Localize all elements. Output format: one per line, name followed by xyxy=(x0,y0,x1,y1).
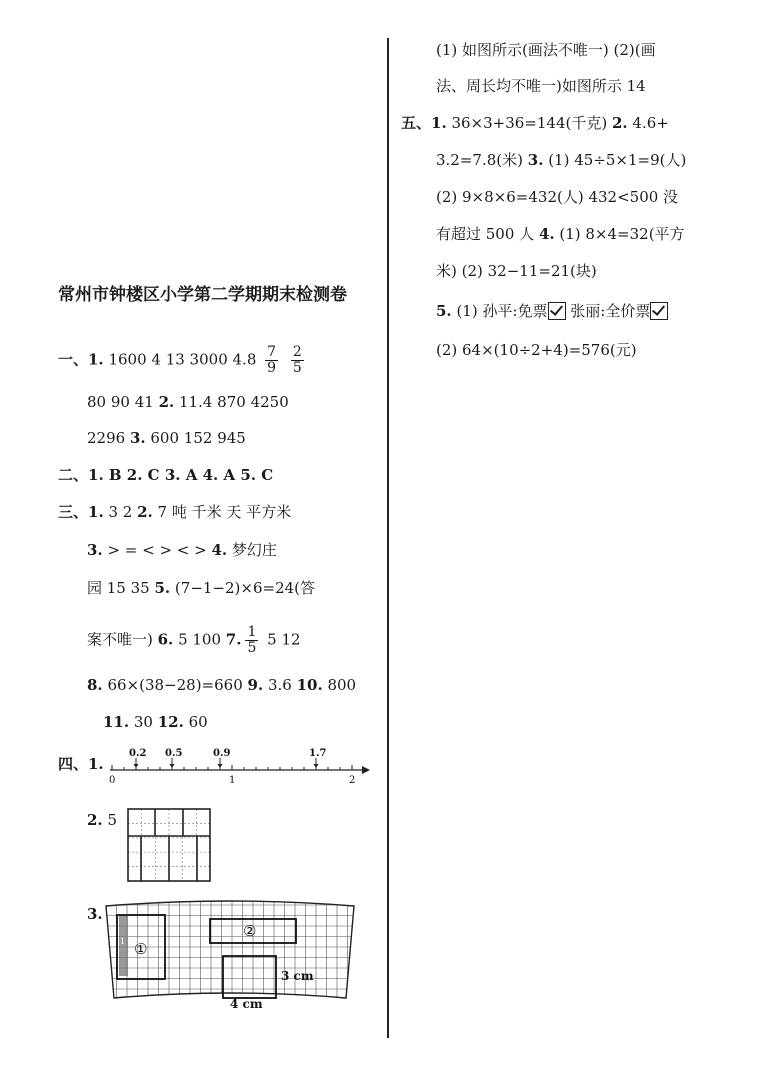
s3-answer: 3.6 xyxy=(263,676,297,694)
question-number: 1. xyxy=(88,503,104,521)
s1-row1 xyxy=(58,345,308,376)
mark-label: 1.7 xyxy=(309,748,327,759)
s1-row1-values: 1600 4 13 3000 4.8 xyxy=(108,350,257,369)
s3-expression: (7−1−2)×6=24(答 xyxy=(170,579,316,597)
grid-figure-q2 xyxy=(127,808,211,882)
s5-row1 xyxy=(401,113,669,133)
number-line-labels xyxy=(109,775,355,786)
exam-title: 常州市钟楼区小学第二学期期末检测卷 xyxy=(58,285,347,305)
cut-lines xyxy=(128,809,210,881)
s3-answer: 园 15 35 xyxy=(87,579,155,597)
numerator: 2 xyxy=(292,344,302,360)
s5-label: 五、 xyxy=(401,114,432,132)
denominator: 5 xyxy=(247,640,257,656)
q2-answer: 5 xyxy=(102,811,117,829)
s5-expression: 4.6+ xyxy=(627,114,669,132)
s3-row6 xyxy=(103,712,208,732)
shaded-strip xyxy=(119,916,128,976)
question-number: 3. xyxy=(129,429,146,447)
question-number: 6. xyxy=(157,630,174,649)
denominator: 5 xyxy=(292,360,302,376)
question-number: 4. xyxy=(538,225,555,243)
s4-q2 xyxy=(87,810,117,830)
question-number: 12. xyxy=(157,713,184,731)
tick-label: 2 xyxy=(349,775,356,786)
question-number: 5. xyxy=(154,579,171,597)
question-number: 10. xyxy=(296,676,323,694)
s5-row6 xyxy=(436,301,668,321)
s1-row2-values: 80 90 41 xyxy=(87,393,159,411)
s1-row2 xyxy=(87,392,289,412)
arrow-icon xyxy=(362,766,370,774)
s3-answer: 60 xyxy=(183,713,208,731)
question-number: 2. xyxy=(137,503,153,521)
side-label: 1 cm xyxy=(120,937,140,946)
arrow-down-icon xyxy=(314,764,319,768)
mark-label: 0.9 xyxy=(213,748,231,759)
s5-expression: 3.2=7.8(米) xyxy=(436,151,528,169)
r-line1: (1) 如图所示(画法不唯一) (2)(画 xyxy=(436,41,656,59)
arrow-down-icon xyxy=(170,764,175,768)
tick-label: 1 xyxy=(229,775,236,786)
s3-expression: 66×(38−28)=660 xyxy=(102,676,248,694)
s3-row3 xyxy=(87,578,315,598)
s3-label: 三、 xyxy=(58,503,89,521)
s5-expression: 36×3+36=144(千克) xyxy=(446,114,612,132)
numerator: 1 xyxy=(247,624,257,640)
checkmark-box-icon xyxy=(650,302,668,320)
question-number: 9. xyxy=(247,676,264,694)
sunping-ticket: (1) 孙平:免票 xyxy=(451,302,548,320)
s5-row2 xyxy=(436,150,686,170)
question-number: 1. xyxy=(431,114,447,132)
tick-label: 0 xyxy=(109,775,116,786)
s3-answer: 30 xyxy=(129,713,158,731)
mark-label: 0.2 xyxy=(129,748,147,759)
denominator: 9 xyxy=(267,360,277,376)
arrow-down-icon xyxy=(218,764,223,768)
s5-row4 xyxy=(436,224,685,244)
s3-answers-b: 7 吨 千米 天 平方米 xyxy=(152,503,292,521)
circled-2-label: ② xyxy=(243,922,257,940)
s2-label: 二、 xyxy=(58,466,89,484)
s2-answers: 1. B 2. C 3. A 4. A 5. C xyxy=(88,466,274,484)
s5-row5: 米) (2) 32−11=21(块) xyxy=(436,262,597,280)
numerator: 7 xyxy=(267,344,277,360)
question-number: 5. xyxy=(436,302,452,320)
s1-label: 一、1. xyxy=(58,350,104,369)
s3-answer: 800 xyxy=(322,676,357,694)
s3-row5 xyxy=(87,675,356,695)
s1-row3-values: 2296 xyxy=(87,429,130,447)
mark-label: 0.5 xyxy=(165,748,183,759)
arrow-down-icon xyxy=(134,764,139,768)
s3-answer: 梦幻庄 xyxy=(227,541,277,559)
r-line2: 法、周长均不唯一)如图所示 14 xyxy=(436,77,646,95)
circled-1-label: ① xyxy=(134,940,148,958)
question-number: 4. xyxy=(211,541,228,559)
s3-row1 xyxy=(58,502,291,522)
fraction-7-9 xyxy=(265,345,278,376)
column-divider xyxy=(387,38,389,1038)
s5-expression: (1) 45÷5×1=9(人) xyxy=(543,151,687,169)
question-number: 2. xyxy=(611,114,628,132)
s1-row3-values-b: 600 152 945 xyxy=(145,429,246,447)
s3-answers: 3 2 xyxy=(103,503,138,521)
number-line xyxy=(100,746,375,790)
s4-label: 四、1. xyxy=(58,755,104,773)
s3-answer: 案不唯一) xyxy=(87,630,158,649)
s5-row3: (2) 9×8×6=432(人) 432<500 没 xyxy=(436,188,679,206)
question-number: 3. xyxy=(87,541,103,559)
question-number: 7. xyxy=(225,630,242,649)
comparison-symbols: > = < > < > xyxy=(102,541,212,559)
s5-expression: (1) 8×4=32(平方 xyxy=(554,225,685,243)
fraction-1-5 xyxy=(245,625,258,656)
question-number: 3. xyxy=(527,151,544,169)
s5-text: 有超过 500 人 xyxy=(436,225,539,243)
question-number: 11. xyxy=(103,713,130,731)
s1-row2-values-b: 11.4 870 4250 xyxy=(174,393,289,411)
height-label: 3 cm xyxy=(281,969,314,983)
question-number: 2. xyxy=(158,393,175,411)
s2-row xyxy=(58,465,273,485)
width-label: 4 cm xyxy=(230,997,263,1011)
question-number: 8. xyxy=(87,676,103,694)
s3-row4 xyxy=(87,625,301,656)
question-number: 3. xyxy=(87,905,103,923)
s3-answer: 5 12 xyxy=(262,630,301,649)
s5-row7: (2) 64×(10÷2+4)=576(元) xyxy=(436,341,637,359)
number-line-marks xyxy=(129,748,326,768)
fraction-2-5 xyxy=(291,345,304,376)
s3-answer: 5 100 xyxy=(173,630,226,649)
question-number: 2. xyxy=(87,811,103,829)
grid-figure-q3 xyxy=(100,900,362,1012)
s1-row3 xyxy=(87,428,246,448)
s3-row2 xyxy=(87,540,277,560)
zhangli-ticket: 张丽:全价票 xyxy=(565,302,651,320)
checkmark-box-icon xyxy=(548,302,566,320)
